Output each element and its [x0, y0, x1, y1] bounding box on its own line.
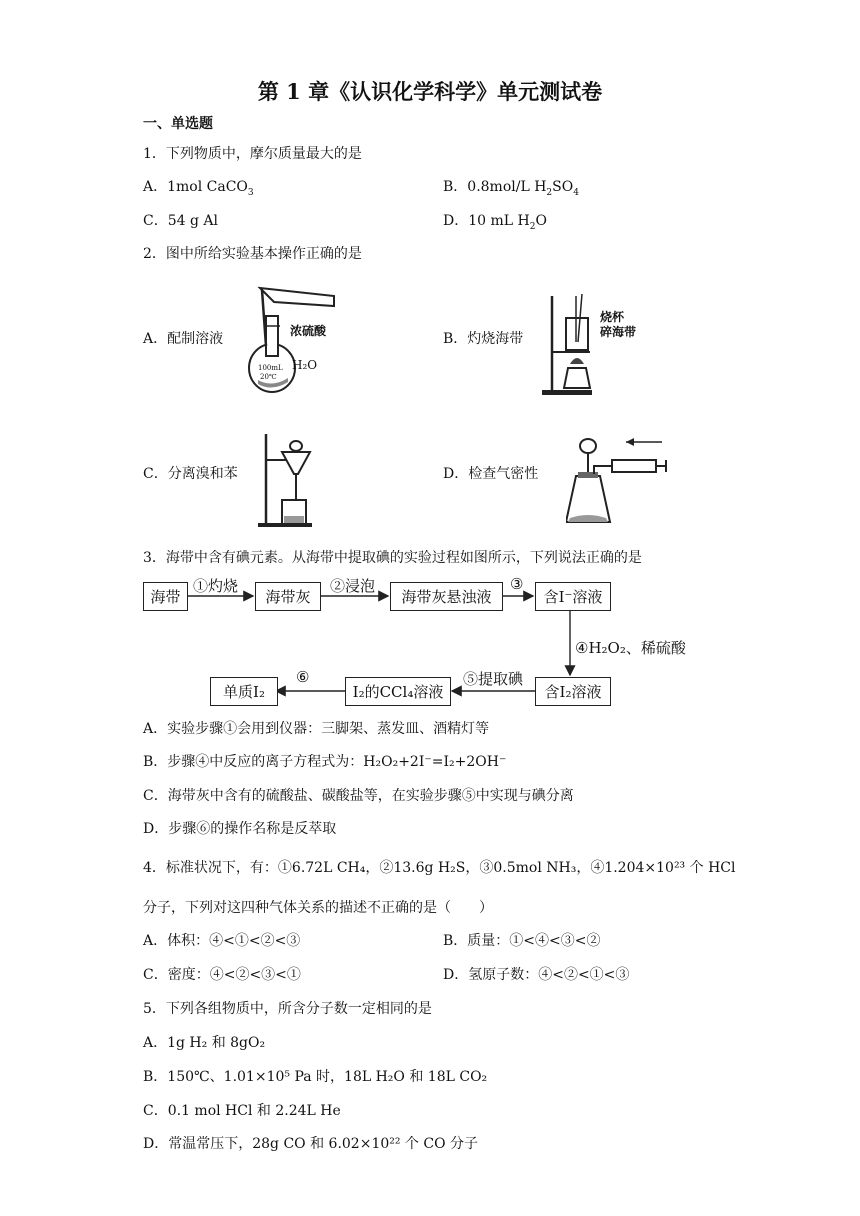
question-1-option-a [143, 176, 254, 198]
option-text: D．10 mL H [443, 213, 530, 229]
question-4-option-b: B．质量：①<④<③<② [443, 933, 601, 949]
option-text: B．0.8mol/L H [443, 179, 547, 195]
flow-step-5: ⑤提取碘 [463, 670, 524, 688]
flow-box-iodide-solution: 含I⁻溶液 [535, 582, 611, 611]
subscript: 2 [546, 187, 553, 198]
question-3-option-a: A．实验步骤①会用到仪器：三脚架、蒸发皿、酒精灯等 [143, 721, 490, 737]
flask-label-acid: 浓硫酸 [290, 324, 327, 338]
flow-step-3: ③ [510, 575, 524, 593]
subscript: 4 [573, 187, 579, 198]
question-4-option-d: D．氢原子数：④<②<①<③ [443, 967, 630, 983]
seaweed-label: 碎海带 [600, 325, 637, 339]
flow-box-iodine: 单质I₂ [210, 677, 278, 706]
flow-box-ccl4-solution: I₂的CCl₄溶液 [345, 677, 451, 706]
question-5-stem: 5．下列各组物质中，所含分子数一定相同的是 [143, 1001, 432, 1017]
separatory-funnel-illustration [256, 430, 316, 528]
question-5-option-d: D．常温常压下，28g CO 和 6.02×10²² 个 CO 分子 [143, 1136, 479, 1152]
flask-label-water: H₂O [292, 358, 318, 372]
flow-step-6: ⑥ [296, 668, 310, 686]
option-text: A．1mol CaCO [143, 179, 248, 195]
airtightness-check-illustration [566, 436, 676, 528]
question-2-option-b: B．灼烧海带 [443, 331, 524, 347]
flask-label-volume: 100mL [258, 364, 283, 372]
flow-box-ash: 海带灰 [255, 582, 321, 611]
subscript: 2 [529, 221, 536, 232]
question-3-option-b: B．步骤④中反应的离子方程式为：H₂O₂+2I⁻=I₂+2OH⁻ [143, 754, 507, 770]
question-4-stem-line1: 4．标准状况下，有：①6.72L CH₄，②13.6g H₂S，③0.5mol NH₃，④1.204×10²³ 个 HCl [143, 860, 736, 876]
question-5-option-a: A．1g H₂ 和 8gO₂ [143, 1035, 266, 1051]
question-4-stem-line2: 分子，下列对这四种气体关系的描述不正确的是（ ） [143, 900, 493, 916]
flow-step-2: ②浸泡 [330, 577, 376, 595]
question-1-option-c: C．54 g Al [143, 213, 218, 229]
question-5-option-b: B．150℃、1.01×10⁵ Pa 时，18L H₂O 和 18L CO₂ [143, 1069, 488, 1085]
flask-label-temp: 20℃ [260, 373, 277, 381]
question-3-option-c: C．海带灰中含有的硫酸盐、碳酸盐等，在实验步骤⑤中实现与碘分离 [143, 788, 574, 804]
option-text: O [535, 213, 547, 229]
option-text: SO [552, 179, 574, 195]
subscript: 3 [247, 187, 254, 198]
question-1-option-d [443, 210, 547, 232]
question-3-option-d: D．步骤⑥的操作名称是反萃取 [143, 821, 337, 837]
flow-box-iodine-solution: 含I₂溶液 [535, 677, 611, 706]
question-5-option-c: C．0.1 mol HCl 和 2.24L He [143, 1103, 341, 1119]
question-2-stem: 2．图中所给实验基本操作正确的是 [143, 246, 362, 262]
question-1-option-b [443, 176, 579, 198]
flow-box-suspension: 海带灰悬浊液 [390, 582, 503, 611]
beaker-label: 烧杯 [600, 310, 625, 324]
beaker-burning-illustration [536, 292, 606, 396]
flow-step-1: ①灼烧 [193, 577, 239, 595]
section-heading: 一、单选题 [143, 116, 213, 132]
flow-step-4: ④H₂O₂、稀硫酸 [575, 639, 686, 657]
question-4-option-c: C．密度：④<②<③<① [143, 967, 301, 983]
page-title: 第 1 章《认识化学科学》单元测试卷 [257, 79, 603, 104]
question-2-option-c: C．分离溴和苯 [143, 466, 238, 482]
question-2-option-a: A．配制溶液 [143, 331, 224, 347]
question-1-stem: 1．下列物质中，摩尔质量最大的是 [143, 146, 362, 162]
question-4-option-a: A．体积：④<①<②<③ [143, 933, 301, 949]
question-3-stem: 3．海带中含有碘元素。从海带中提取碘的实验过程如图所示，下列说法正确的是 [143, 550, 642, 566]
flow-box-seaweed: 海带 [143, 582, 188, 611]
volumetric-flask-illustration [244, 282, 344, 398]
question-2-option-d: D．检查气密性 [443, 466, 539, 482]
